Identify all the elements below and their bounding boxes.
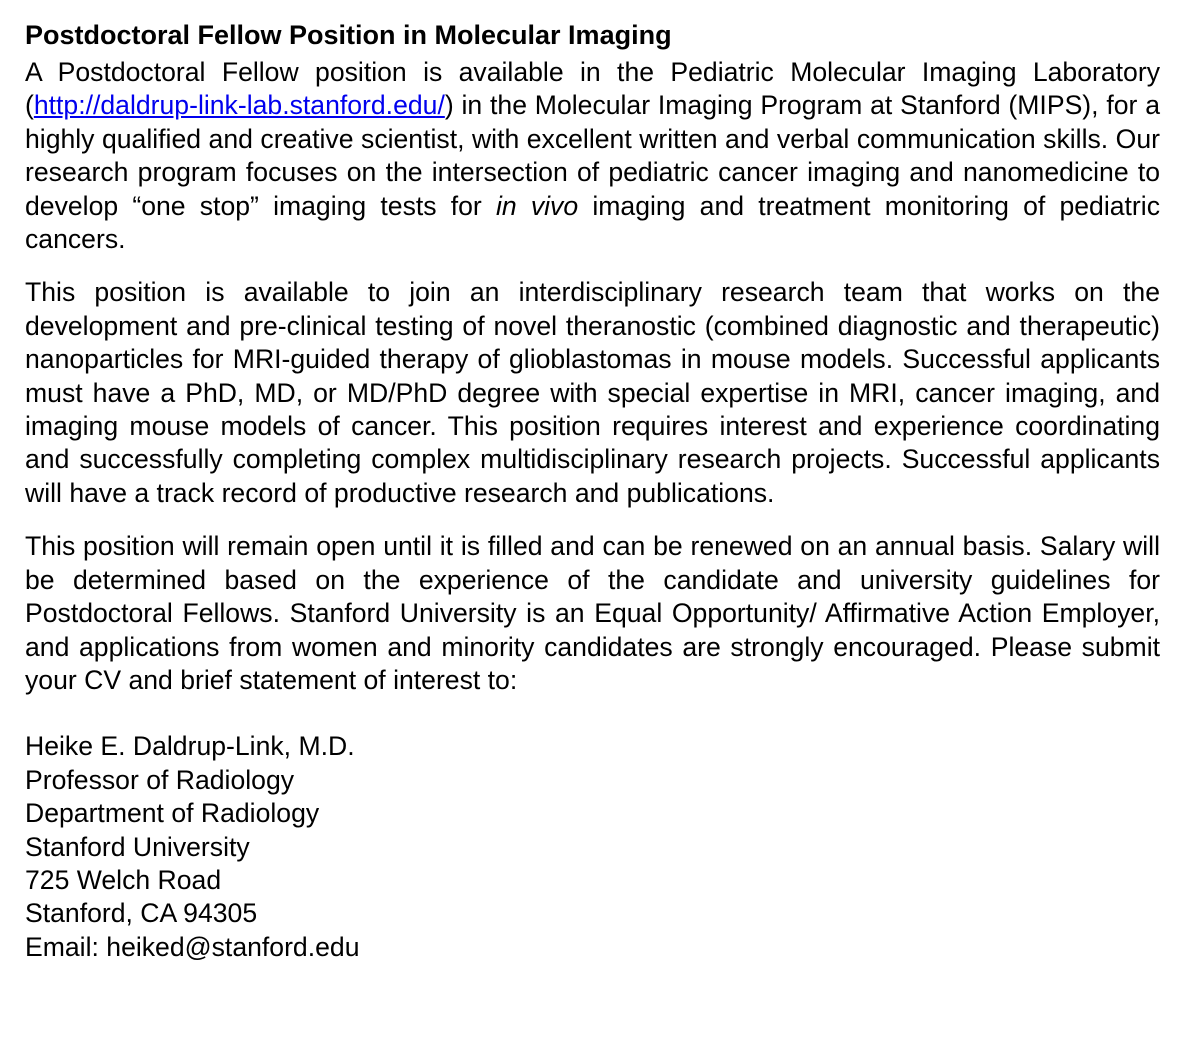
intro-text-2: ) in the Molecular Imaging Program at Stanford (MIPS), for a highly qualified and creative scientist, with excellent written and verbal communication skills. Our research program focuses on the intersection of pediatric cancer imaging and nanomedicine to develop “one stop” imaging tests for <box>25 90 1160 221</box>
contact-block <box>25 730 1160 964</box>
paragraph-intro <box>25 56 1160 256</box>
lab-website-link[interactable]: http://daldrup-link-lab.stanford.edu/ <box>33 90 445 121</box>
contact-department: Department of Radiology <box>25 798 320 829</box>
contact-email[interactable]: Email: heiked@stanford.edu <box>25 931 360 962</box>
contact-name: Heike E. Daldrup-Link, M.D. <box>25 731 355 762</box>
paragraph-requirements: This position is available to join an interdisciplinary research team that works on the development and pre-clinical testing of novel theranostic (combined diagnostic and therapeutic) nanoparticles for MRI-guided therapy of glioblastomas in mouse models. Successful applicants must have a PhD, MD, or MD/PhD degree with special expertise in MRI, cancer imaging, and imaging mouse models of cancer. This position requires interest and experience coordinating and successfully completing complex multidisciplinary research projects. Successful applicants will have a track record of productive research and publications. <box>25 277 1160 508</box>
intro-text-3: imaging and treatment monitoring of pediatric cancers. <box>25 190 1160 255</box>
paragraph-application: This position will remain open until it is filled and can be renewed on an annual basis. Salary will be determined based on the experience of the candidate and university guidelines for Postdoctoral Fellows. Stanford University is an Equal Opportunity/ Affirmative Action Employer, and applications from women and minority candidates are strongly encouraged. Please submit your CV and brief statement of interest to: <box>25 531 1160 695</box>
intro-italic-text: in vivo <box>495 190 579 221</box>
contact-title: Professor of Radiology <box>25 764 295 795</box>
page-title: Postdoctoral Fellow Position in Molecular Imaging <box>25 20 672 50</box>
intro-text-1: A Postdoctoral Fellow position is available in the Pediatric Molecular Imaging Laboratory ( <box>25 57 1160 121</box>
contact-university: Stanford University <box>25 831 250 862</box>
contact-street: 725 Welch Road <box>25 864 222 895</box>
contact-city: Stanford, CA 94305 <box>25 898 258 929</box>
